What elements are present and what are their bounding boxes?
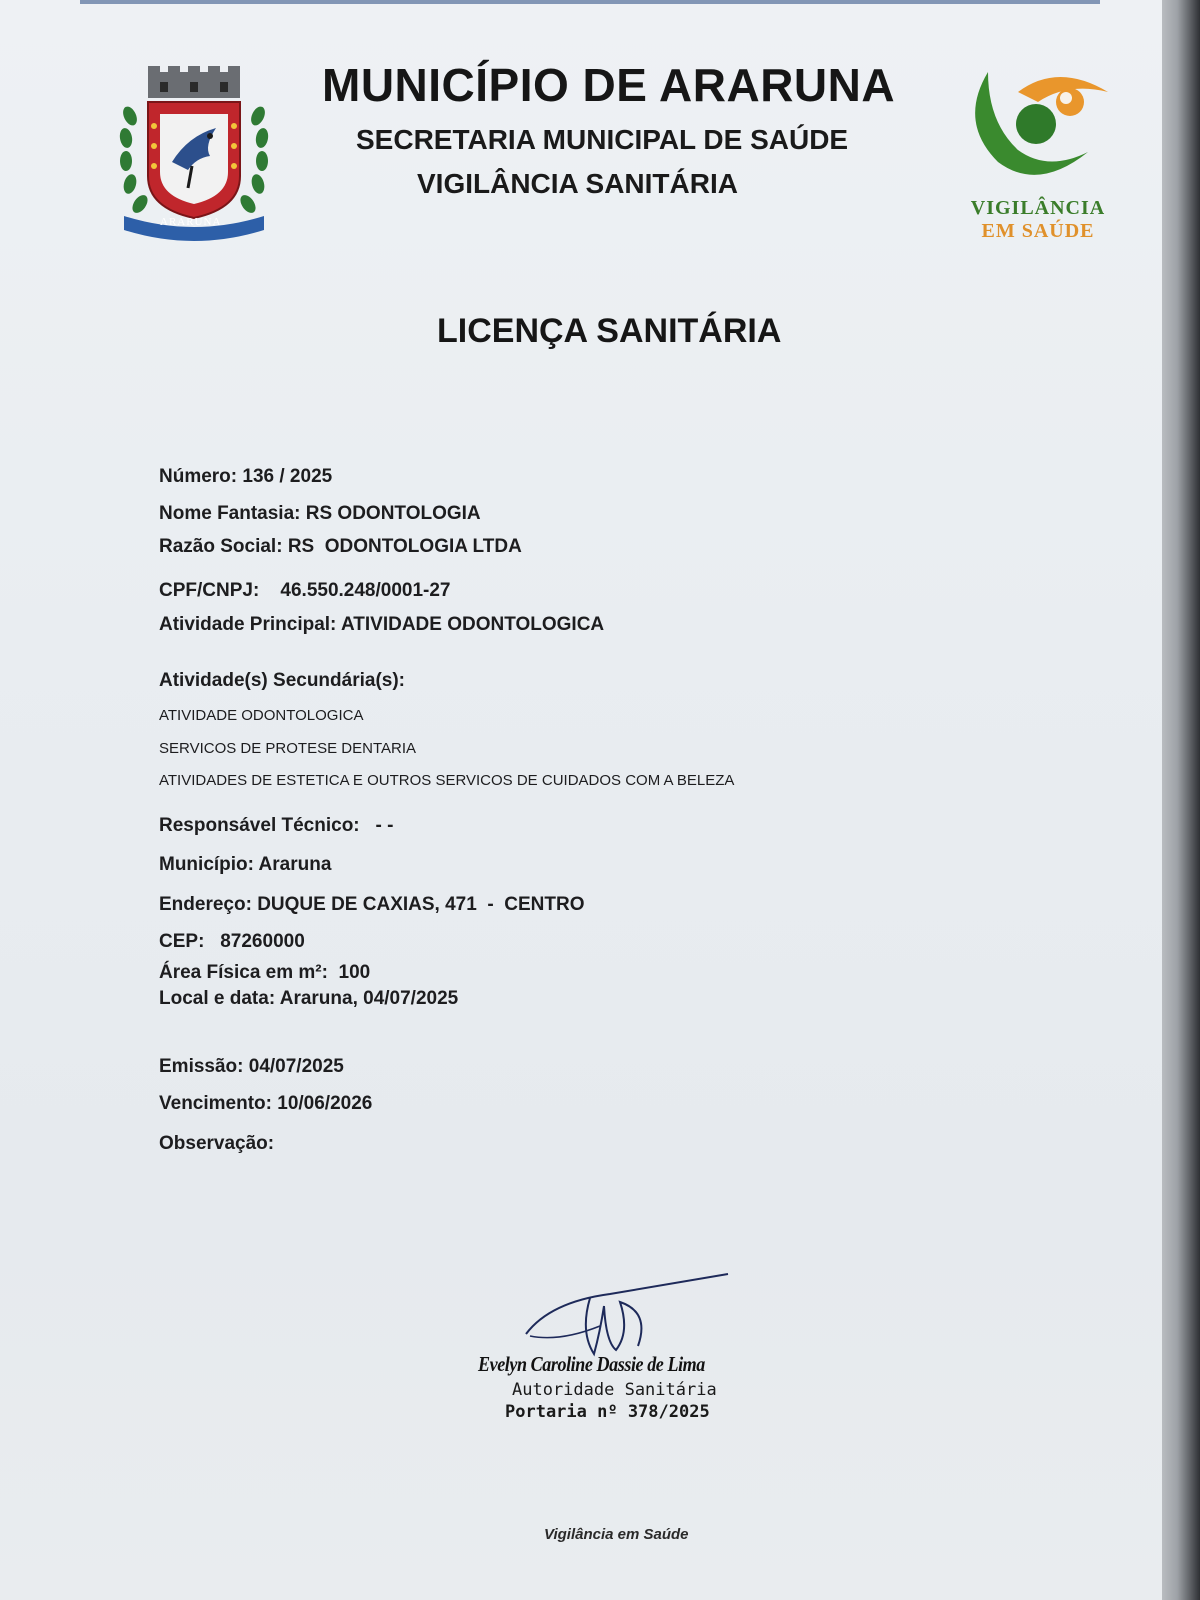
document-title: LICENÇA SANITÁRIA [437,312,782,350]
coat-ribbon-text: ARARUNA [160,216,222,228]
secretariat-heading: SECRETARIA MUNICIPAL DE SAÚDE [356,124,849,155]
field-observacao: Observação: [159,1133,275,1154]
top-edge-band [80,0,1100,4]
signatory-role: Autoridade Sanitária [512,1380,717,1400]
field-nome-fantasia: Nome Fantasia: RS ODONTOLOGIA [159,503,481,524]
field-vencimento: Vencimento: 10/06/2026 [159,1093,373,1114]
municipality-heading: MUNICÍPIO DE ARARUNA [322,59,896,111]
field-atividades-secundarias-label: Atividade(s) Secundária(s): [159,670,405,691]
field-razao-social: Razão Social: RS ODONTOLOGIA LTDA [159,536,522,557]
background-edge [1162,0,1200,1600]
vigilancia-logo-icon [958,62,1118,192]
secondary-activity-item: SERVICOS DE PROTESE DENTARIA [159,740,416,757]
vigilancia-logo-line2: EM SAÚDE [981,220,1095,242]
vigilancia-logo-line1: VIGILÂNCIA [970,197,1106,219]
field-numero: Número: 136 / 2025 [159,466,333,487]
field-local-data: Local e data: Araruna, 04/07/2025 [159,988,459,1009]
signatory-name: Evelyn Caroline Dassie de Lima [478,1352,705,1376]
field-municipio: Município: Araruna [159,854,332,875]
field-area-fisica: Área Física em m²: 100 [159,962,371,983]
department-heading: VIGILÂNCIA SANITÁRIA [417,168,738,199]
handwritten-signature-icon [520,1262,740,1362]
secondary-activity-item: ATIVIDADES DE ESTETICA E OUTROS SERVICOS DE CUIDADOS COM A BELEZA [159,772,735,789]
signatory-portaria: Portaria nº 378/2025 [505,1402,710,1422]
page-footer: Vigilância em Saúde [544,1526,689,1543]
field-emissao: Emissão: 04/07/2025 [159,1056,344,1077]
vigilancia-logo [950,62,1126,252]
field-atividade-principal: Atividade Principal: ATIVIDADE ODONTOLOGICA [159,614,605,635]
field-cep: CEP: 87260000 [159,931,305,952]
secondary-activity-item: ATIVIDADE ODONTOLOGICA [159,707,364,724]
field-responsavel-tecnico: Responsável Técnico: - - [159,815,394,836]
field-cpf-cnpj: CPF/CNPJ: 46.550.248/0001-27 [159,580,451,601]
field-endereco: Endereço: DUQUE DE CAXIAS, 471 - CENTRO [159,894,585,915]
